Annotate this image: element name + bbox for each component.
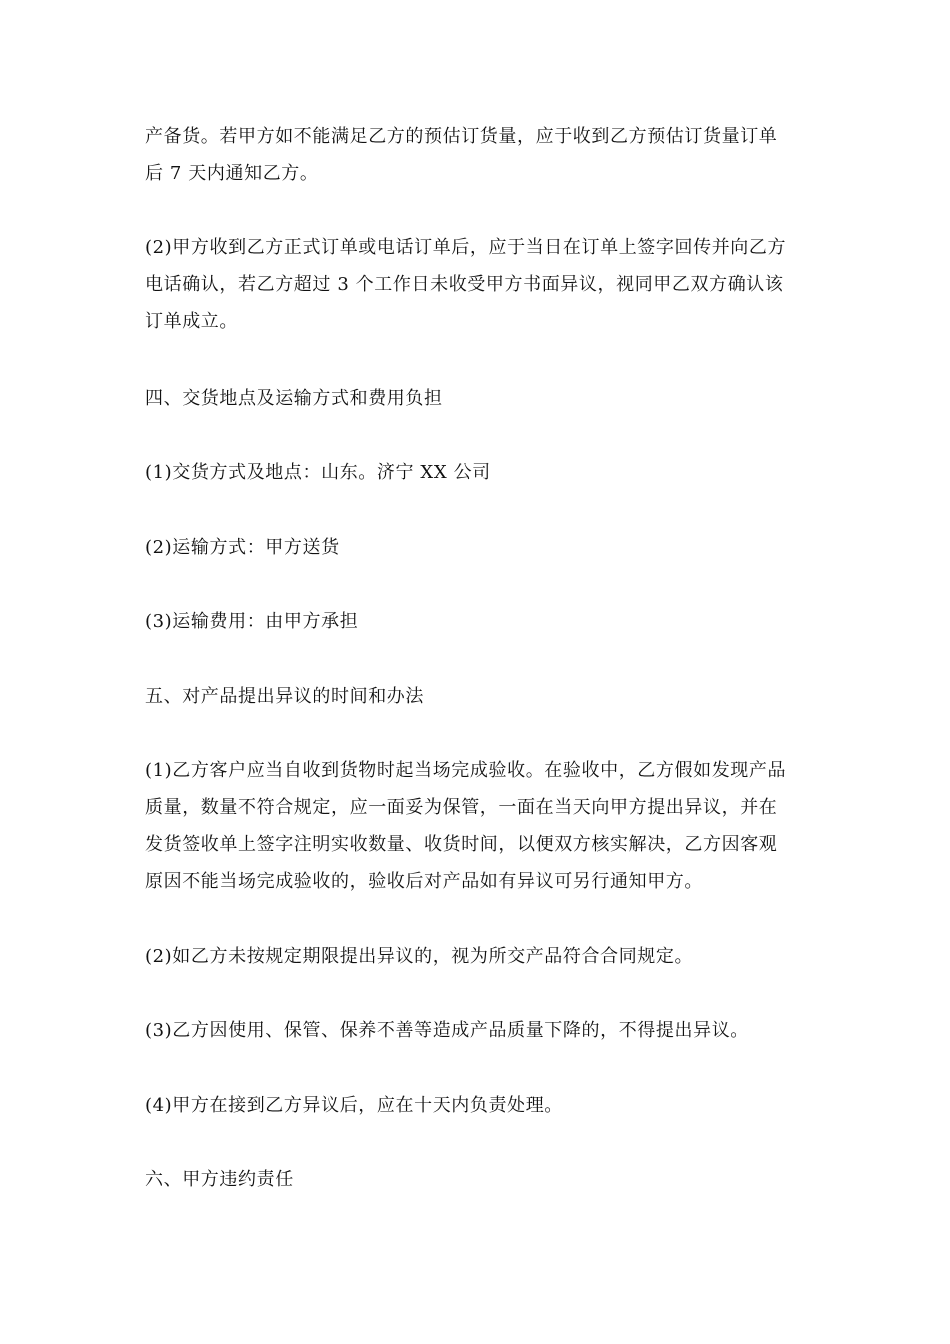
paragraph-line: 产备货。若甲方如不能满足乙方的预估订货量，应于收到乙方预估订货量订单 — [145, 126, 778, 147]
paragraph-line: 订单成立。 — [145, 311, 238, 332]
paragraph-line: (3)乙方因使用、保管、保养不善等造成产品质量下降的，不得提出异议。 — [145, 1020, 749, 1041]
paragraph-line: 后 7 天内通知乙方。 — [145, 163, 319, 184]
paragraph-line: 质量，数量不符合规定，应一面妥为保管，一面在当天向甲方提出异议，并在 — [145, 797, 778, 818]
section-heading: 六、甲方违约责任 — [145, 1169, 294, 1190]
paragraph-line: (2)运输方式：甲方送货 — [145, 537, 340, 558]
paragraph-line: (2)甲方收到乙方正式订单或电话订单后，应于当日在订单上签字回传并向乙方 — [145, 237, 787, 258]
paragraph-line: (1)乙方客户应当自收到货物时起当场完成验收。在验收中，乙方假如发现产品 — [145, 760, 787, 781]
paragraph-line: 原因不能当场完成验收的，验收后对产品如有异议可另行通知甲方。 — [145, 871, 703, 892]
section-heading: 四、交货地点及运输方式和费用负担 — [145, 388, 443, 409]
section-heading: 五、对产品提出异议的时间和办法 — [145, 686, 424, 707]
paragraph-line: 电话确认，若乙方超过 3 个工作日未收受甲方书面异议，视同甲乙双方确认该 — [145, 274, 784, 295]
paragraph-line: (1)交货方式及地点：山东。济宁 XX 公司 — [145, 462, 491, 483]
paragraph-line: (4)甲方在接到乙方异议后，应在十天内负责处理。 — [145, 1095, 563, 1116]
paragraph-line: (2)如乙方未按规定期限提出异议的，视为所交产品符合合同规定。 — [145, 946, 694, 967]
paragraph-line: (3)运输费用：由甲方承担 — [145, 611, 359, 632]
paragraph-line: 发货签收单上签字注明实收数量、收货时间，以便双方核实解决，乙方因客观 — [145, 834, 778, 855]
